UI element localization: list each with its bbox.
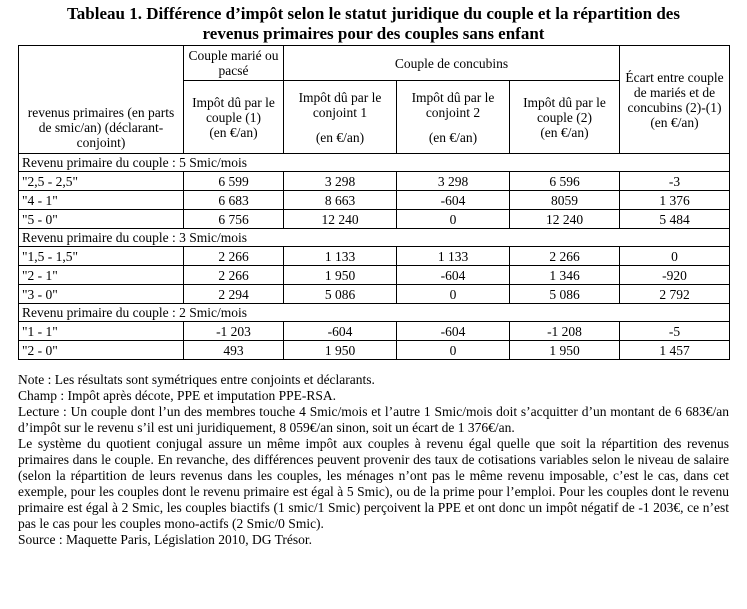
impot-conjoint-1-header: Impôt dû par le conjoint 1 (en €/an) bbox=[284, 81, 397, 154]
header-row-1 bbox=[19, 46, 730, 81]
impot-conjoint-1-cell: 1 950 bbox=[284, 341, 397, 360]
notes-block bbox=[18, 372, 729, 548]
impot-couple-2-cell: 5 086 bbox=[510, 285, 620, 304]
table-row bbox=[19, 172, 730, 191]
section-label: Revenu primaire du couple : 5 Smic/mois bbox=[19, 154, 730, 172]
impot-couple-2-cell: 8059 bbox=[510, 191, 620, 210]
impot-couple-1-cell: 493 bbox=[184, 341, 284, 360]
impot-conjoint-1-cell: -604 bbox=[284, 322, 397, 341]
source-text: Source : Maquette Paris, Législation 2010, DG Trésor. bbox=[18, 532, 312, 547]
lecture-text: Lecture : Un couple dont l’un des membres touche 4 Smic/mois et l’autre 1 Smic/mois doit s’acquitter d’un montant de 6 683€/an d’impôt sur le revenu s’il est uni juridiquement, 8 059€/an sinon, soit un écart de 1 376€/an. bbox=[18, 404, 729, 435]
impot-conjoint-1-cell: 3 298 bbox=[284, 172, 397, 191]
ecart-cell: -920 bbox=[620, 266, 730, 285]
impot-conjoint-2-cell: 0 bbox=[397, 341, 510, 360]
impot-couple-2-cell: -1 208 bbox=[510, 322, 620, 341]
title-line-1: Tableau 1. Différence d’impôt selon le statut juridique du couple et la répartition des bbox=[67, 4, 680, 23]
impot-conjoint-1-cell: 8 663 bbox=[284, 191, 397, 210]
table-row bbox=[19, 210, 730, 229]
impot-couple-1-header: Impôt dû par le couple (1) (en €/an) bbox=[184, 81, 284, 154]
table-title bbox=[0, 4, 747, 44]
impot-couple-1-cell: -1 203 bbox=[184, 322, 284, 341]
revenus-cell: "2 - 0" bbox=[19, 341, 184, 360]
impot-conjoint-1-cell: 1 950 bbox=[284, 266, 397, 285]
table-row bbox=[19, 266, 730, 285]
table-row bbox=[19, 247, 730, 266]
marie-header: Couple marié ou pacsé bbox=[184, 46, 284, 81]
impot-couple-1-cell: 2 266 bbox=[184, 266, 284, 285]
impot-conjoint-2-cell: 0 bbox=[397, 210, 510, 229]
table-row bbox=[19, 341, 730, 360]
impot-couple-2-cell: 6 596 bbox=[510, 172, 620, 191]
impot-couple-1-cell: 2 294 bbox=[184, 285, 284, 304]
impot-couple-2-cell: 1 346 bbox=[510, 266, 620, 285]
table-row bbox=[19, 285, 730, 304]
ecart-cell: 5 484 bbox=[620, 210, 730, 229]
impot-couple-1-cell: 6 599 bbox=[184, 172, 284, 191]
section-header-row bbox=[19, 154, 730, 172]
section-label: Revenu primaire du couple : 3 Smic/mois bbox=[19, 229, 730, 247]
impot-conjoint-2-cell: -604 bbox=[397, 322, 510, 341]
title-line-2: revenus primaires pour des couples sans enfant bbox=[202, 24, 545, 43]
explanation-paragraph: Le système du quotient conjugal assure un même impôt aux couples à revenu égal quelle que soit la répartition des revenus primaires dans le couple. En revanche, des différences peuvent provenir des taux de cotisations variables selon le niveau de salaire (selon la répartition de leurs revenus dans les couples, les ménages n’ont pas le même revenu imposable, c’est le cas, dans cet exemple, pour les couples dont le revenu primaire est égal à 5 Smic), ou de la prime pour l’emploi. Pour les couples dont le revenu primaire est égal à 2 Smic, les couples biactifs (1 smic/1 Smic) perçoivent la PPE et ont donc un impôt négatif de -1 203€, ce n’est pas le cas pour les couples mono-actifs (2 Smic/0 Smic). bbox=[18, 436, 729, 531]
impot-couple-2-cell: 1 950 bbox=[510, 341, 620, 360]
revenus-cell: "1 - 1" bbox=[19, 322, 184, 341]
section-header-row bbox=[19, 304, 730, 322]
impot-couple-2-cell: 2 266 bbox=[510, 247, 620, 266]
ecart-cell: 1 457 bbox=[620, 341, 730, 360]
section-header-row bbox=[19, 229, 730, 247]
impot-couple-2-cell: 12 240 bbox=[510, 210, 620, 229]
revenus-cell: "2 - 1" bbox=[19, 266, 184, 285]
impot-conjoint-1-cell: 12 240 bbox=[284, 210, 397, 229]
revenus-cell: "1,5 - 1,5" bbox=[19, 247, 184, 266]
revenus-cell: "2,5 - 2,5" bbox=[19, 172, 184, 191]
tax-difference-table bbox=[18, 45, 730, 360]
table-row bbox=[19, 322, 730, 341]
ecart-cell: -5 bbox=[620, 322, 730, 341]
revenus-cell: "3 - 0" bbox=[19, 285, 184, 304]
champ-text: Champ : Impôt après décote, PPE et imputation PPE-RSA. bbox=[18, 388, 336, 403]
impot-couple-1-cell: 6 683 bbox=[184, 191, 284, 210]
table-row bbox=[19, 191, 730, 210]
concubins-header: Couple de concubins bbox=[284, 46, 620, 81]
impot-couple-1-cell: 6 756 bbox=[184, 210, 284, 229]
revenus-header: revenus primaires (en parts de smic/an) (déclarant-conjoint) bbox=[19, 46, 184, 154]
ecart-header: Écart entre couple de mariés et de concubins (2)-(1) (en €/an) bbox=[620, 46, 730, 154]
impot-conjoint-2-cell: 1 133 bbox=[397, 247, 510, 266]
impot-couple-2-header: Impôt dû par le couple (2) (en €/an) bbox=[510, 81, 620, 154]
ecart-cell: 1 376 bbox=[620, 191, 730, 210]
impot-conjoint-1-cell: 1 133 bbox=[284, 247, 397, 266]
ecart-cell: -3 bbox=[620, 172, 730, 191]
revenus-cell: "5 - 0" bbox=[19, 210, 184, 229]
note-text: Note : Les résultats sont symétriques entre conjoints et déclarants. bbox=[18, 372, 375, 387]
impot-conjoint-2-header: Impôt dû par le conjoint 2 (en €/an) bbox=[397, 81, 510, 154]
section-label: Revenu primaire du couple : 2 Smic/mois bbox=[19, 304, 730, 322]
revenus-cell: "4 - 1" bbox=[19, 191, 184, 210]
impot-conjoint-1-cell: 5 086 bbox=[284, 285, 397, 304]
impot-conjoint-2-cell: 3 298 bbox=[397, 172, 510, 191]
impot-couple-1-cell: 2 266 bbox=[184, 247, 284, 266]
ecart-cell: 2 792 bbox=[620, 285, 730, 304]
ecart-cell: 0 bbox=[620, 247, 730, 266]
impot-conjoint-2-cell: -604 bbox=[397, 191, 510, 210]
impot-conjoint-2-cell: 0 bbox=[397, 285, 510, 304]
impot-conjoint-2-cell: -604 bbox=[397, 266, 510, 285]
